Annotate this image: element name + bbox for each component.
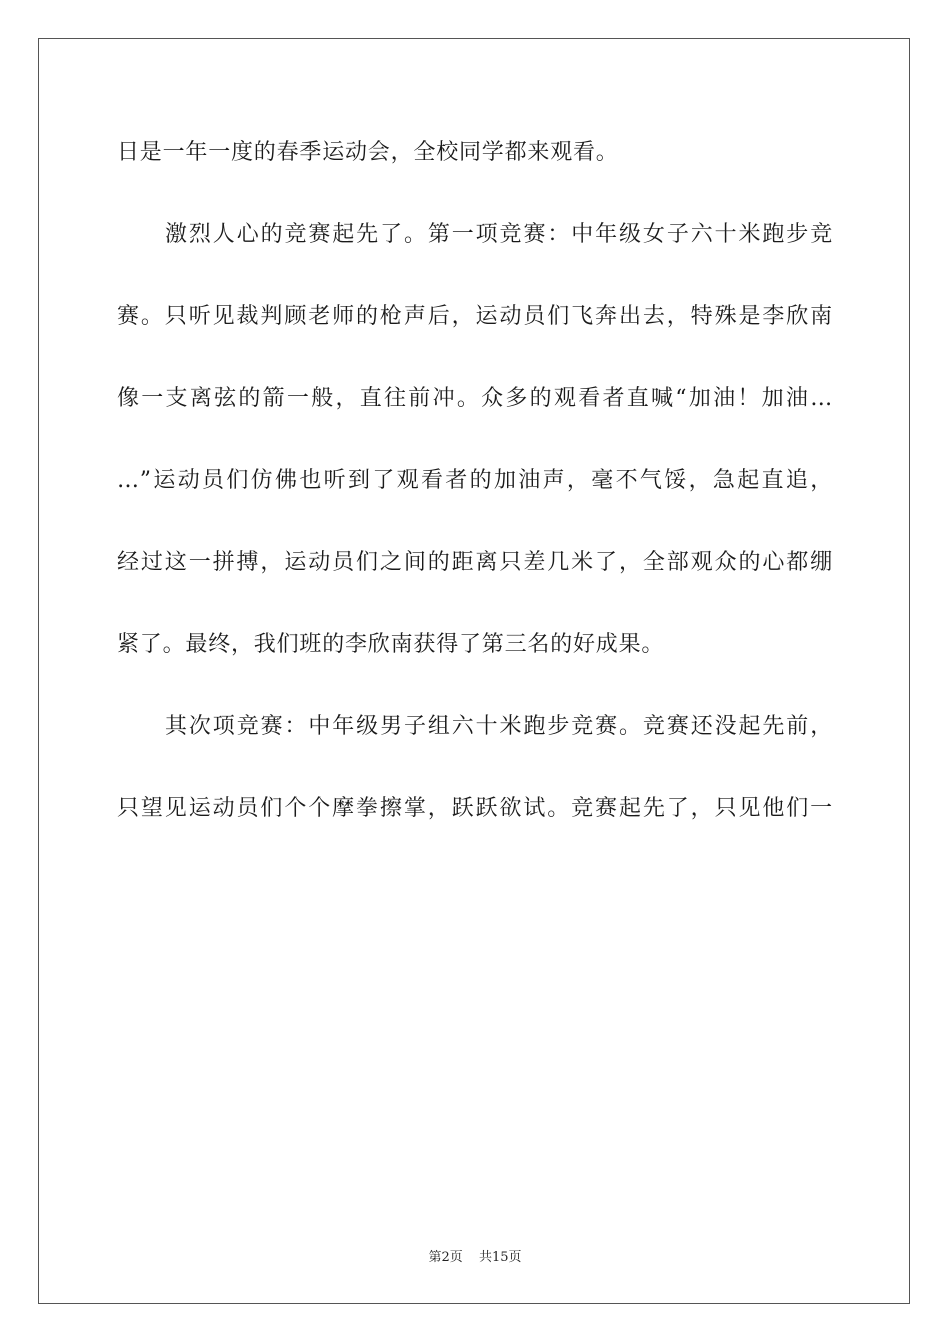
- text-line: 像一支离弦的箭一般，直往前冲。众多的观看者直喊“加油！加油…: [117, 386, 833, 411]
- text-line: 经过这一拼搏，运动员们之间的距离只差几米了，全部观众的心都绷: [117, 550, 833, 575]
- text-line: 激烈人心的竞赛起先了。第一项竞赛：中年级女子六十米跑步竞: [165, 222, 833, 247]
- text-line: 紧了。最终，我们班的李欣南获得了第三名的好成果。: [117, 632, 665, 657]
- page-number: 第2页: [428, 1250, 463, 1265]
- document-body: [117, 128, 833, 866]
- page-footer: [0, 1246, 950, 1265]
- text-line: 日是一年一度的春季运动会，全校同学都来观看。: [117, 140, 619, 165]
- text-line: 赛。只听见裁判顾老师的枪声后，运动员们飞奔出去，特殊是李欣南: [117, 304, 833, 329]
- text-line: …”运动员们仿佛也听到了观看者的加油声，毫不气馁，急起直追，: [117, 468, 833, 493]
- text-line: 其次项竞赛：中年级男子组六十米跑步竞赛。竞赛还没起先前，: [165, 714, 833, 739]
- text-line: 只望见运动员们个个摩拳擦掌，跃跃欲试。竞赛起先了，只见他们一: [117, 796, 833, 821]
- page-total: 共15页: [478, 1250, 522, 1265]
